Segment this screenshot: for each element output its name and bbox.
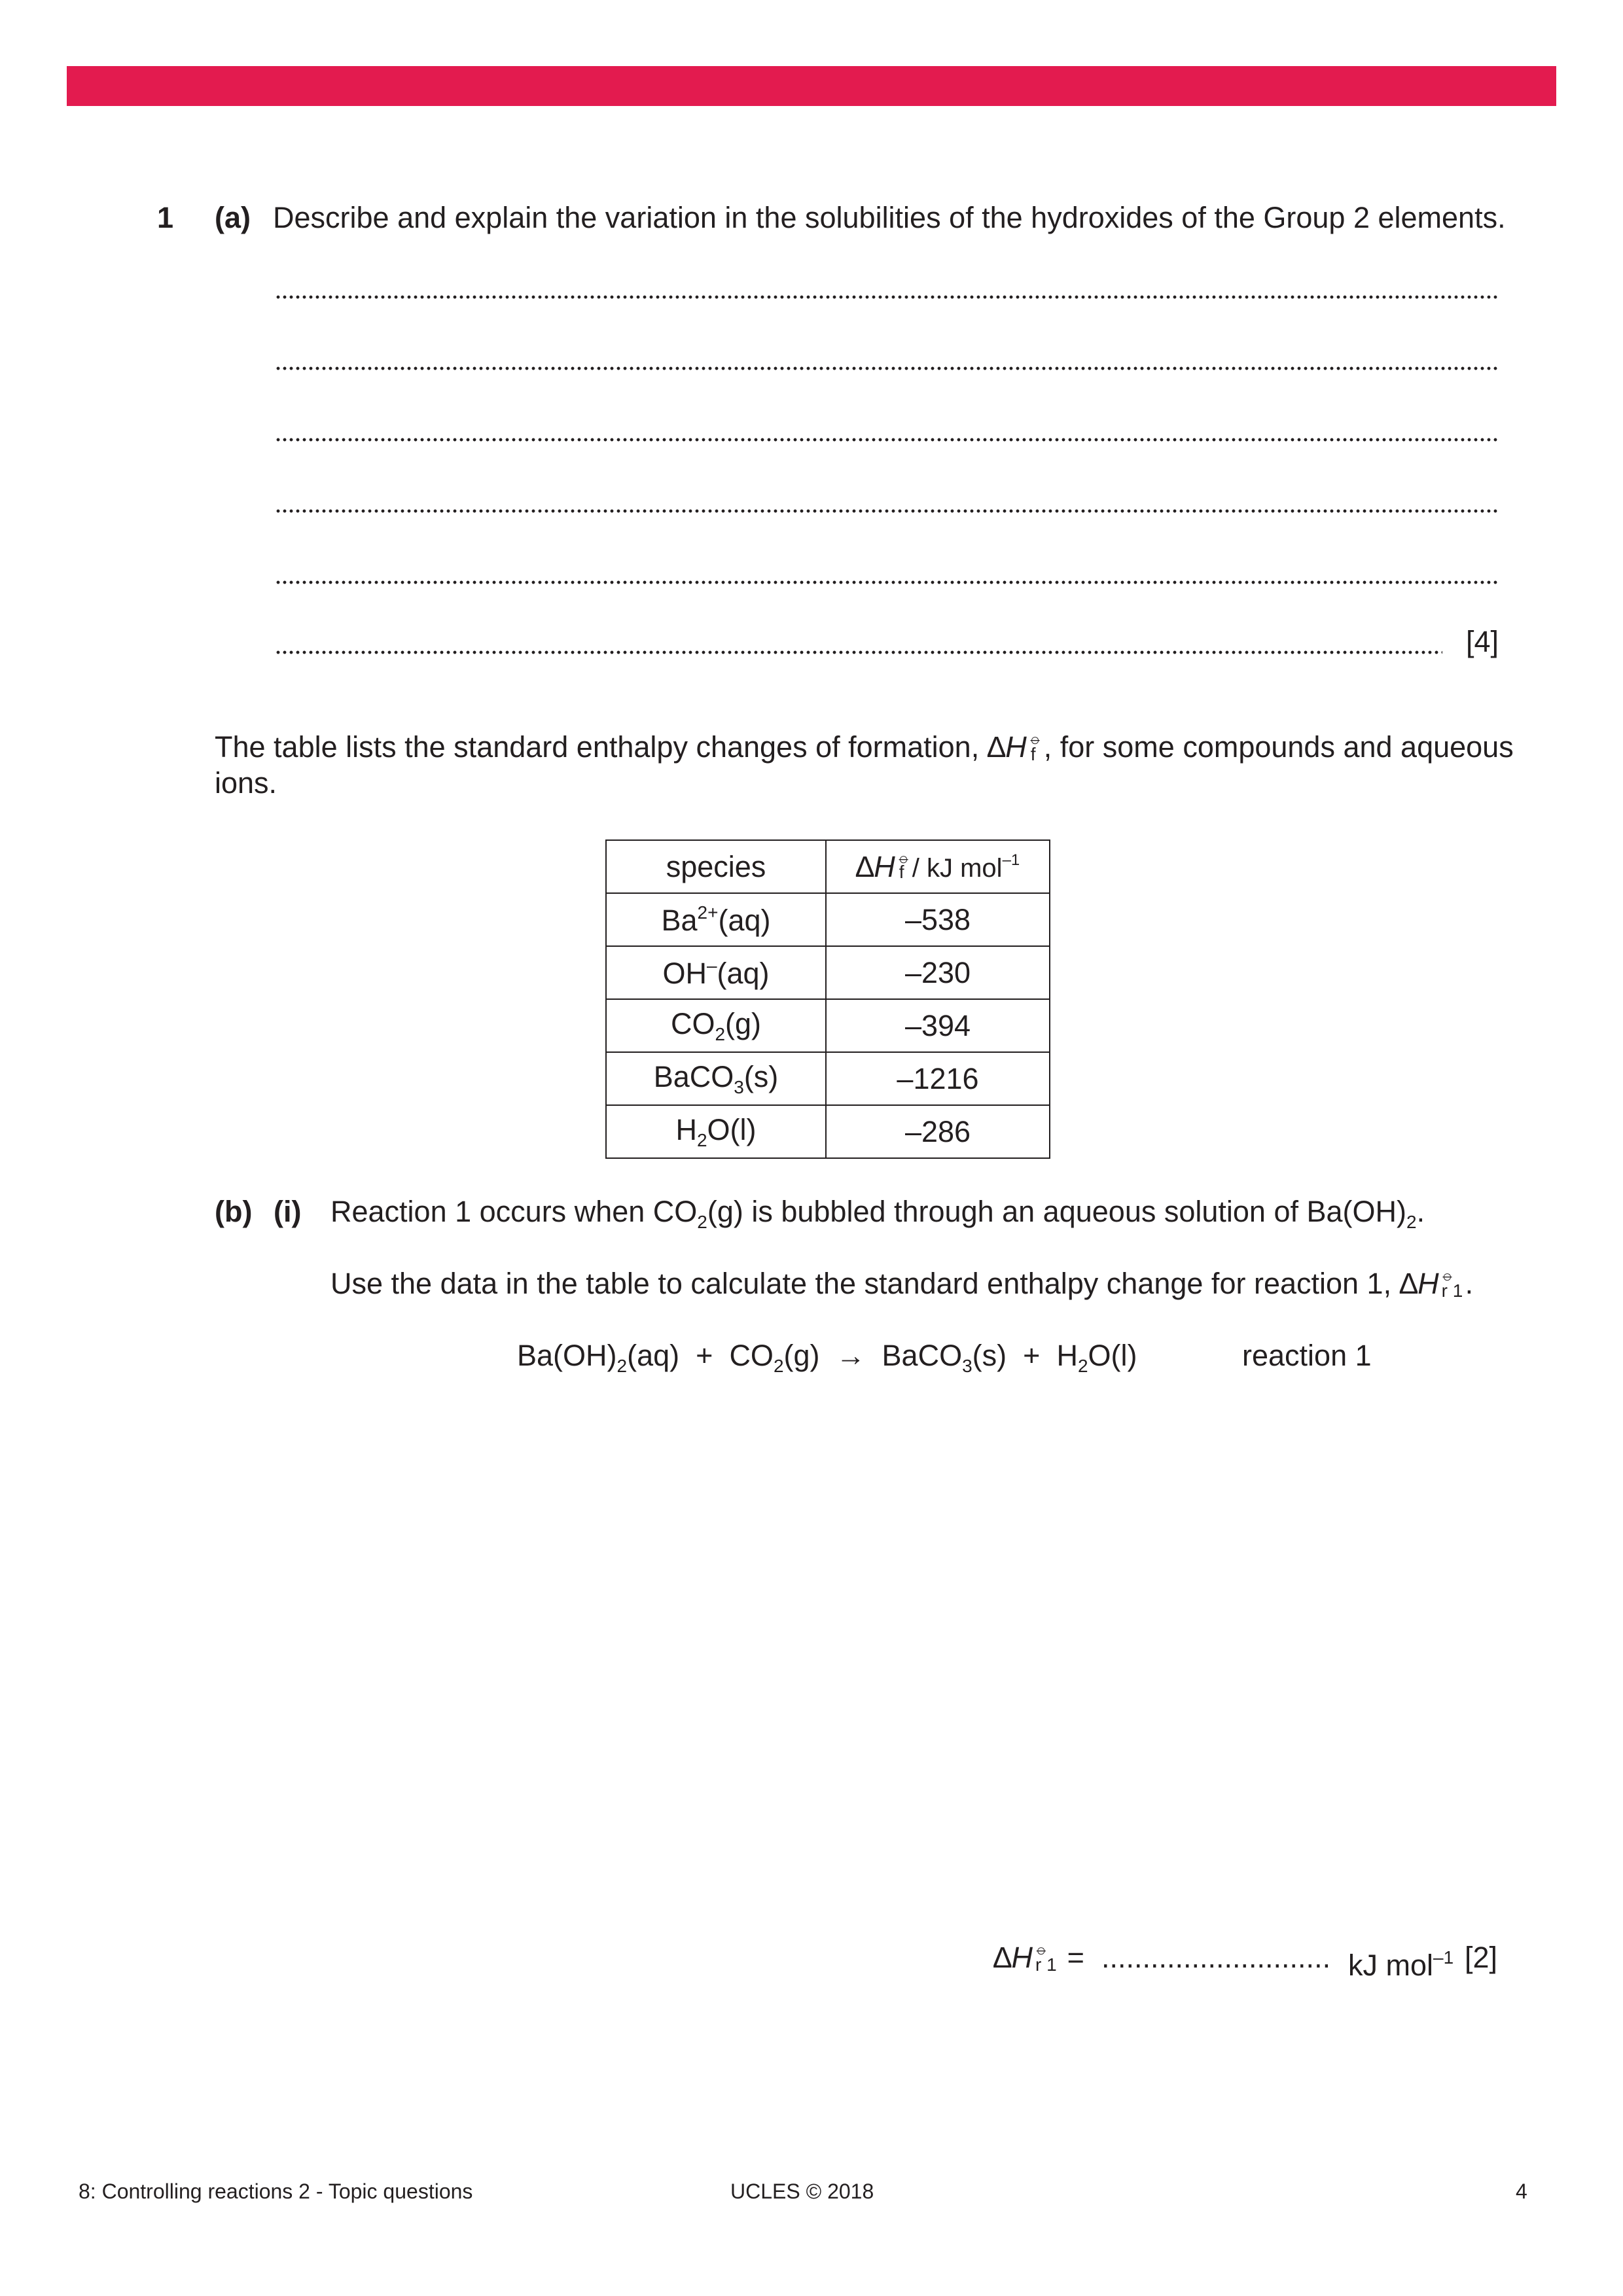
footer-copyright: UCLES © 2018 [730,2180,874,2203]
intro-line-2: ions. [215,766,277,800]
intro-line-1 [215,728,1514,766]
reactant-2-state: (g) [783,1339,820,1372]
value-cell: –394 [826,999,1050,1052]
species-cell [606,893,826,946]
equals-sign: = [1067,1941,1084,1974]
reactant-1-state: (aq) [627,1339,680,1372]
plimsoll-symbol: ⦵ [1027,728,1043,748]
header-unit: / kJ mol [912,853,1003,883]
line1-text: Reaction 1 occurs when CO [330,1195,698,1228]
table-row [606,1052,1050,1105]
part-b-sub-label: (i) [274,1195,302,1228]
footer-topic: 8: Controlling reactions 2 - Topic questions [79,2180,473,2203]
species-charge: – [706,955,717,976]
enthalpy-table [605,839,1050,1159]
species-charge: 2+ [697,902,719,923]
header-enthalpy [826,840,1050,893]
delta-symbol: ∆ [987,730,1006,764]
species-state: O(l) [707,1112,757,1146]
unit-exponent: –1 [1433,1947,1454,1968]
species-state: (g) [725,1006,762,1040]
reactant-2: CO [729,1339,774,1372]
co2-subscript: 2 [697,1212,707,1232]
species-base: H [675,1112,697,1146]
species-cell [606,1105,826,1158]
reaction-label: reaction 1 [1242,1339,1372,1372]
reactant-1: Ba(OH) [517,1339,617,1372]
line2-end: . [1465,1267,1474,1300]
enthalpy-symbol: H [1005,730,1027,764]
product-1-subscript: 3 [962,1356,972,1376]
enthalpy-symbol: H [1011,1941,1033,1974]
value-cell: –1216 [826,1052,1050,1105]
plimsoll-symbol: ⦵ [896,847,911,867]
product-1-state: (s) [972,1339,1007,1372]
product-2: H [1056,1339,1078,1372]
species-cell [606,999,826,1052]
intro-text-after: , for some compounds and aqueous [1043,730,1514,764]
plus-sign: + [696,1339,713,1372]
species-subscript: 3 [734,1076,744,1097]
hydroxide-subscript: 2 [1406,1212,1417,1232]
header-unit-exponent: –1 [1002,851,1020,869]
product-2-state: O(l) [1088,1339,1137,1372]
reactant-1-subscript: 2 [616,1356,628,1376]
unit-text: kJ mol [1348,1949,1434,1982]
part-b-line-2 [330,1265,1473,1303]
product-1: BaCO [882,1339,963,1372]
value-cell: –286 [826,1105,1050,1158]
part-b-line-1 [330,1193,1425,1241]
reaction-subscript: r 1 [1035,1954,1057,1975]
species-subscript: 2 [696,1129,707,1150]
value-cell: –230 [826,946,1050,999]
plimsoll-symbol: ⦵ [1034,1939,1048,1958]
reaction-subscript: r 1 [1441,1280,1463,1301]
answer-symbol [993,1939,1084,1977]
product-2-subscript: 2 [1077,1356,1088,1376]
plus-sign: + [1023,1339,1041,1372]
part-a-marks: [4] [1466,625,1499,658]
species-cell [606,1052,826,1105]
line1-end: . [1416,1195,1425,1228]
species-base: OH [662,956,707,990]
table-row [606,1105,1050,1158]
answer-line-6[interactable] [275,650,1442,655]
answer-line-4[interactable] [275,508,1499,514]
header-bar [67,66,1556,106]
species-base: CO [670,1006,715,1040]
part-a-label: (a) [215,201,251,234]
formation-subscript: f [1030,744,1036,764]
delta-symbol: ∆ [1399,1267,1418,1300]
reaction-equation [517,1337,1137,1385]
plimsoll-symbol: ⦵ [1440,1265,1455,1284]
header-species: species [606,840,826,893]
table-row [606,999,1050,1052]
part-b-marks: [2] [1465,1941,1498,1974]
species-base: Ba [661,903,698,937]
answer-line-2[interactable] [275,366,1499,371]
delta-symbol: ∆ [855,849,874,883]
part-a-prompt: Describe and explain the variation in the solubilities of the hydroxides of the Group 2 elements. [273,201,1506,234]
answer-unit [1348,1939,1454,1985]
reaction-arrow-icon: → [836,1339,866,1372]
enthalpy-symbol: H [874,849,895,883]
table-header-row [606,840,1050,893]
answer-line-3[interactable] [275,437,1499,442]
species-state: (aq) [717,956,770,990]
intro-text-before: The table lists the standard enthalpy changes of formation, [215,730,988,764]
line2-text: Use the data in the table to calculate the standard enthalpy change for reaction 1, [330,1267,1400,1300]
answer-blank[interactable]: ............................ [1101,1941,1331,1974]
delta-symbol: ∆ [993,1941,1012,1974]
table-row [606,893,1050,946]
answer-line-1[interactable] [275,294,1499,300]
species-base: BaCO [653,1059,734,1093]
species-state: (aq) [718,903,771,937]
line1-text-mid: (g) is bubbled through an aqueous solution of Ba(OH) [707,1195,1407,1228]
species-subscript: 2 [715,1023,726,1044]
species-state: (s) [743,1059,779,1093]
table-row [606,946,1050,999]
formation-subscript: f [899,861,904,882]
reactant-2-subscript: 2 [773,1356,784,1376]
answer-line-5[interactable] [275,580,1499,585]
question-number: 1 [157,201,174,234]
page-number: 4 [1516,2180,1527,2203]
part-b-label: (b) [215,1195,253,1228]
species-cell [606,946,826,999]
enthalpy-symbol: H [1418,1267,1439,1300]
value-cell: –538 [826,893,1050,946]
